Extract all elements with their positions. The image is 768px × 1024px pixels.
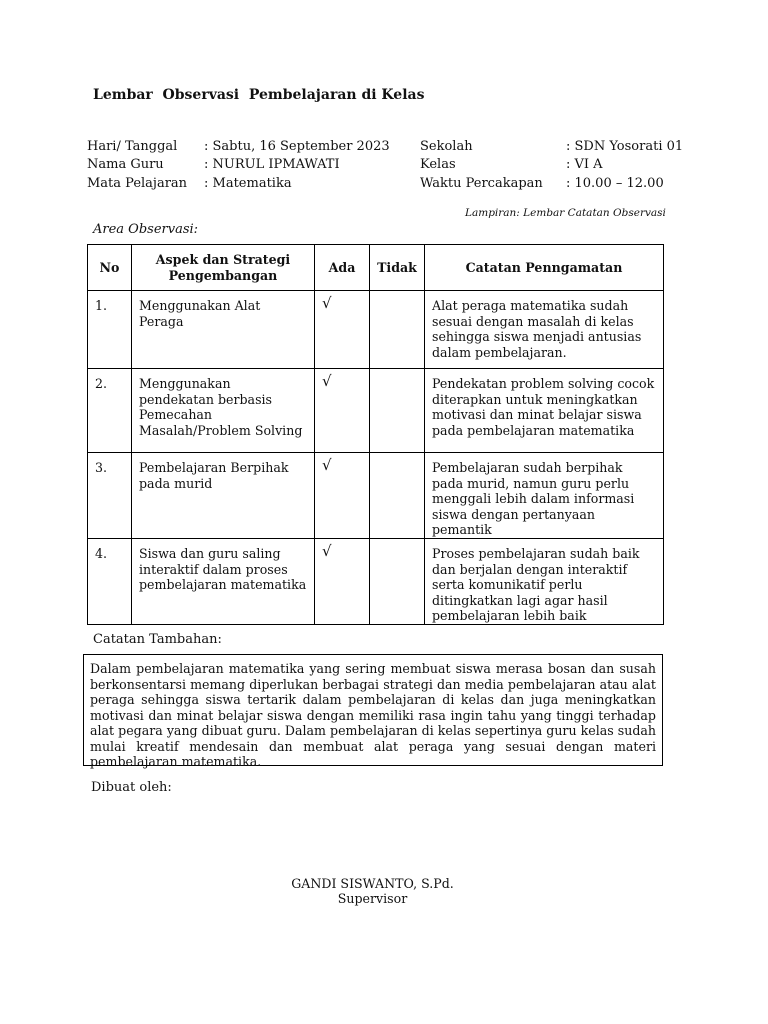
row-ada-checkmark: √ bbox=[315, 538, 370, 624]
row-no: 4. bbox=[88, 538, 132, 624]
info-label-nama-guru: Nama Guru bbox=[87, 157, 164, 172]
table-header-row bbox=[88, 245, 664, 291]
row-no: 3. bbox=[88, 453, 132, 539]
catatan-tambahan-label: Catatan Tambahan: bbox=[93, 632, 222, 647]
header-catatan: Catatan Penngamatan bbox=[425, 245, 664, 291]
info-value-waktu: : 10.00 – 12.00 bbox=[566, 176, 664, 191]
row-tidak bbox=[370, 291, 425, 369]
info-label-waktu: Waktu Percakapan bbox=[420, 176, 543, 191]
info-value-nama-guru: : NURUL IPMAWATI bbox=[204, 157, 340, 172]
info-label-kelas: Kelas bbox=[420, 157, 456, 172]
row-aspek: Pembelajaran Berpihak pada murid bbox=[132, 453, 315, 539]
table-row bbox=[88, 369, 664, 453]
info-label-mata-pelajaran: Mata Pelajaran bbox=[87, 176, 188, 191]
row-catatan: Pendekatan problem solving cocok diterapkan untuk meningkatkan motivasi dan minat belajar siswa pada pembelajaran matematika bbox=[425, 369, 664, 453]
area-observasi-label: Area Observasi: bbox=[93, 222, 199, 237]
signature-role: Supervisor bbox=[337, 891, 408, 906]
document-title: Lembar Observasi Pembelajaran di Kelas bbox=[93, 87, 425, 103]
header-aspek: Aspek dan Strategi Pengembangan bbox=[132, 245, 315, 291]
header-tidak: Tidak bbox=[370, 245, 425, 291]
table-row bbox=[88, 291, 664, 369]
row-no: 2. bbox=[88, 369, 132, 453]
row-tidak bbox=[370, 369, 425, 453]
info-value-mata-pelajaran: : Matematika bbox=[204, 176, 292, 191]
observation-table bbox=[87, 244, 664, 625]
row-catatan: Proses pembelajaran sudah baik dan berjalan dengan interaktif serta komunikatif perlu ditingkatkan lagi agar hasil pembelajaran lebih baik bbox=[425, 538, 664, 624]
dibuat-oleh-label: Dibuat oleh: bbox=[91, 780, 172, 795]
header-ada: Ada bbox=[315, 245, 370, 291]
catatan-tambahan-box: Dalam pembelajaran matematika yang sering membuat siswa merasa bosan dan susah berkonsentarsi memang diperlukan berbagai strategi dan media pembelajaran atau alat peraga sehingga siswa tertarik dalam pembelajaran di kelas dan juga meningkatkan motivasi dan minat belajar siswa dengan memiliki rasa ingin tahu yang tinggi terhadap alat pegara yang dibuat guru. Dalam pembelajaran di kelas sepertinya guru kelas sudah mulai kreatif mendesain dan membuat alat peraga yang sesuai dengan materi pembelajaran matematika. bbox=[83, 654, 663, 766]
info-label-hari-tanggal: Hari/ Tanggal bbox=[87, 139, 178, 154]
info-value-sekolah: : SDN Yosorati 01 bbox=[566, 139, 684, 154]
row-aspek: Menggunakan Alat Peraga bbox=[132, 291, 315, 369]
row-ada-checkmark: √ bbox=[315, 369, 370, 453]
row-catatan: Pembelajaran sudah berpihak pada murid, namun guru perlu menggali lebih dalam informasi siswa dengan pertanyaan pemantik bbox=[425, 453, 664, 539]
row-aspek: Menggunakan pendekatan berbasis Pemecahan Masalah/Problem Solving bbox=[132, 369, 315, 453]
table-row bbox=[88, 453, 664, 539]
row-ada-checkmark: √ bbox=[315, 291, 370, 369]
row-ada-checkmark: √ bbox=[315, 453, 370, 539]
row-catatan: Alat peraga matematika sudah sesuai dengan masalah di kelas sehingga siswa menjadi antusias dalam pembelajaran. bbox=[425, 291, 664, 369]
row-no: 1. bbox=[88, 291, 132, 369]
row-tidak bbox=[370, 538, 425, 624]
row-aspek: Siswa dan guru saling interaktif dalam proses pembelajaran matematika bbox=[132, 538, 315, 624]
info-value-kelas: : VI A bbox=[566, 157, 603, 172]
info-value-hari-tanggal: : Sabtu, 16 September 2023 bbox=[204, 139, 390, 154]
signature-name: GANDI SISWANTO, S.Pd. bbox=[291, 876, 454, 891]
info-label-sekolah: Sekolah bbox=[420, 139, 473, 154]
table-row bbox=[88, 538, 664, 624]
row-tidak bbox=[370, 453, 425, 539]
header-no: No bbox=[88, 245, 132, 291]
lampiran-note: Lampiran: Lembar Catatan Observasi bbox=[465, 207, 666, 219]
